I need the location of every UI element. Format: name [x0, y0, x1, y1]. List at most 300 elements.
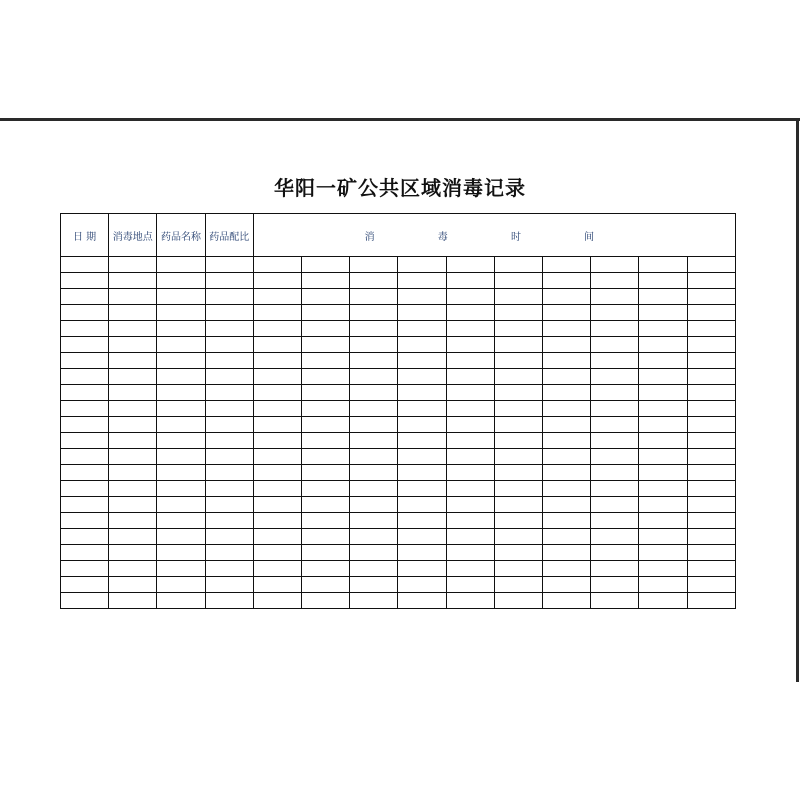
- table-cell[interactable]: [302, 513, 350, 529]
- table-cell[interactable]: [687, 449, 735, 465]
- table-cell[interactable]: [446, 481, 494, 497]
- table-cell[interactable]: [253, 273, 301, 289]
- table-cell[interactable]: [350, 257, 398, 273]
- table-cell[interactable]: [398, 577, 446, 593]
- table-cell[interactable]: [591, 337, 639, 353]
- table-cell[interactable]: [398, 497, 446, 513]
- table-cell[interactable]: [253, 337, 301, 353]
- table-cell[interactable]: [205, 321, 253, 337]
- table-cell[interactable]: [109, 497, 157, 513]
- table-cell[interactable]: [543, 577, 591, 593]
- table-cell[interactable]: [543, 513, 591, 529]
- table-cell[interactable]: [494, 529, 542, 545]
- table-cell[interactable]: [302, 529, 350, 545]
- table-cell[interactable]: [687, 337, 735, 353]
- table-cell[interactable]: [205, 257, 253, 273]
- table-cell[interactable]: [157, 369, 205, 385]
- table-cell[interactable]: [639, 321, 687, 337]
- table-cell[interactable]: [253, 305, 301, 321]
- table-cell[interactable]: [109, 513, 157, 529]
- table-cell[interactable]: [302, 289, 350, 305]
- table-cell[interactable]: [398, 433, 446, 449]
- table-cell[interactable]: [157, 449, 205, 465]
- table-cell[interactable]: [205, 513, 253, 529]
- table-cell[interactable]: [543, 497, 591, 513]
- table-cell[interactable]: [639, 273, 687, 289]
- table-cell[interactable]: [61, 433, 109, 449]
- table-cell[interactable]: [591, 593, 639, 609]
- table-cell[interactable]: [109, 369, 157, 385]
- table-cell[interactable]: [446, 273, 494, 289]
- table-cell[interactable]: [687, 289, 735, 305]
- table-cell[interactable]: [591, 273, 639, 289]
- table-cell[interactable]: [350, 337, 398, 353]
- table-cell[interactable]: [302, 561, 350, 577]
- table-cell[interactable]: [687, 385, 735, 401]
- table-cell[interactable]: [639, 385, 687, 401]
- table-cell[interactable]: [205, 353, 253, 369]
- table-cell[interactable]: [591, 561, 639, 577]
- table-cell[interactable]: [591, 401, 639, 417]
- table-cell[interactable]: [109, 257, 157, 273]
- table-cell[interactable]: [543, 465, 591, 481]
- table-cell[interactable]: [205, 401, 253, 417]
- table-cell[interactable]: [109, 577, 157, 593]
- table-cell[interactable]: [253, 545, 301, 561]
- table-cell[interactable]: [639, 257, 687, 273]
- table-cell[interactable]: [109, 273, 157, 289]
- table-cell[interactable]: [157, 561, 205, 577]
- table-cell[interactable]: [109, 545, 157, 561]
- table-cell[interactable]: [157, 401, 205, 417]
- table-cell[interactable]: [205, 593, 253, 609]
- table-cell[interactable]: [398, 289, 446, 305]
- table-cell[interactable]: [253, 433, 301, 449]
- table-cell[interactable]: [350, 449, 398, 465]
- table-cell[interactable]: [253, 577, 301, 593]
- table-cell[interactable]: [494, 577, 542, 593]
- table-cell[interactable]: [639, 561, 687, 577]
- table-cell[interactable]: [157, 593, 205, 609]
- table-cell[interactable]: [398, 353, 446, 369]
- table-cell[interactable]: [253, 449, 301, 465]
- table-cell[interactable]: [591, 529, 639, 545]
- table-cell[interactable]: [687, 401, 735, 417]
- table-cell[interactable]: [494, 433, 542, 449]
- table-cell[interactable]: [350, 545, 398, 561]
- table-cell[interactable]: [494, 337, 542, 353]
- table-cell[interactable]: [302, 353, 350, 369]
- table-cell[interactable]: [494, 289, 542, 305]
- table-cell[interactable]: [61, 273, 109, 289]
- table-cell[interactable]: [687, 257, 735, 273]
- table-cell[interactable]: [494, 481, 542, 497]
- table-cell[interactable]: [687, 561, 735, 577]
- table-cell[interactable]: [543, 305, 591, 321]
- table-cell[interactable]: [398, 273, 446, 289]
- table-cell[interactable]: [639, 513, 687, 529]
- table-cell[interactable]: [205, 561, 253, 577]
- table-cell[interactable]: [543, 369, 591, 385]
- table-cell[interactable]: [61, 529, 109, 545]
- table-cell[interactable]: [205, 481, 253, 497]
- table-cell[interactable]: [446, 497, 494, 513]
- table-cell[interactable]: [302, 417, 350, 433]
- table-cell[interactable]: [109, 305, 157, 321]
- table-cell[interactable]: [543, 529, 591, 545]
- table-cell[interactable]: [639, 593, 687, 609]
- table-cell[interactable]: [398, 401, 446, 417]
- table-cell[interactable]: [350, 305, 398, 321]
- table-cell[interactable]: [302, 497, 350, 513]
- table-cell[interactable]: [157, 305, 205, 321]
- table-cell[interactable]: [302, 465, 350, 481]
- table-cell[interactable]: [302, 401, 350, 417]
- table-cell[interactable]: [61, 257, 109, 273]
- table-cell[interactable]: [350, 529, 398, 545]
- table-cell[interactable]: [543, 273, 591, 289]
- table-cell[interactable]: [494, 273, 542, 289]
- table-cell[interactable]: [494, 353, 542, 369]
- table-cell[interactable]: [398, 481, 446, 497]
- table-cell[interactable]: [639, 305, 687, 321]
- table-cell[interactable]: [109, 385, 157, 401]
- table-cell[interactable]: [350, 273, 398, 289]
- table-cell[interactable]: [350, 353, 398, 369]
- table-cell[interactable]: [687, 433, 735, 449]
- table-cell[interactable]: [61, 481, 109, 497]
- table-cell[interactable]: [157, 257, 205, 273]
- table-cell[interactable]: [61, 497, 109, 513]
- table-cell[interactable]: [687, 305, 735, 321]
- table-cell[interactable]: [253, 369, 301, 385]
- table-cell[interactable]: [446, 305, 494, 321]
- table-cell[interactable]: [205, 497, 253, 513]
- table-cell[interactable]: [157, 321, 205, 337]
- table-cell[interactable]: [494, 545, 542, 561]
- table-cell[interactable]: [61, 449, 109, 465]
- table-cell[interactable]: [543, 401, 591, 417]
- table-cell[interactable]: [253, 593, 301, 609]
- table-cell[interactable]: [302, 273, 350, 289]
- table-cell[interactable]: [446, 369, 494, 385]
- table-cell[interactable]: [639, 577, 687, 593]
- table-cell[interactable]: [446, 513, 494, 529]
- table-cell[interactable]: [157, 337, 205, 353]
- table-cell[interactable]: [591, 321, 639, 337]
- table-cell[interactable]: [205, 417, 253, 433]
- table-cell[interactable]: [253, 561, 301, 577]
- table-cell[interactable]: [253, 257, 301, 273]
- table-cell[interactable]: [205, 529, 253, 545]
- table-cell[interactable]: [687, 545, 735, 561]
- table-cell[interactable]: [157, 513, 205, 529]
- table-cell[interactable]: [687, 593, 735, 609]
- table-cell[interactable]: [446, 321, 494, 337]
- table-cell[interactable]: [494, 417, 542, 433]
- table-cell[interactable]: [253, 321, 301, 337]
- table-cell[interactable]: [61, 337, 109, 353]
- table-cell[interactable]: [61, 417, 109, 433]
- table-cell[interactable]: [61, 465, 109, 481]
- table-cell[interactable]: [398, 449, 446, 465]
- table-cell[interactable]: [639, 481, 687, 497]
- table-cell[interactable]: [446, 401, 494, 417]
- table-cell[interactable]: [205, 545, 253, 561]
- table-cell[interactable]: [543, 289, 591, 305]
- table-cell[interactable]: [687, 369, 735, 385]
- table-cell[interactable]: [157, 353, 205, 369]
- table-cell[interactable]: [61, 289, 109, 305]
- table-cell[interactable]: [543, 449, 591, 465]
- table-cell[interactable]: [350, 577, 398, 593]
- table-cell[interactable]: [543, 561, 591, 577]
- table-cell[interactable]: [157, 545, 205, 561]
- table-cell[interactable]: [398, 529, 446, 545]
- table-cell[interactable]: [61, 369, 109, 385]
- table-cell[interactable]: [157, 385, 205, 401]
- table-cell[interactable]: [205, 433, 253, 449]
- table-cell[interactable]: [61, 401, 109, 417]
- table-cell[interactable]: [205, 273, 253, 289]
- table-cell[interactable]: [446, 593, 494, 609]
- table-cell[interactable]: [398, 513, 446, 529]
- table-cell[interactable]: [398, 385, 446, 401]
- table-cell[interactable]: [302, 369, 350, 385]
- table-cell[interactable]: [61, 353, 109, 369]
- table-cell[interactable]: [494, 561, 542, 577]
- table-cell[interactable]: [398, 417, 446, 433]
- table-cell[interactable]: [205, 577, 253, 593]
- table-cell[interactable]: [157, 289, 205, 305]
- table-cell[interactable]: [446, 561, 494, 577]
- table-cell[interactable]: [109, 401, 157, 417]
- table-cell[interactable]: [591, 369, 639, 385]
- table-cell[interactable]: [543, 593, 591, 609]
- table-cell[interactable]: [687, 321, 735, 337]
- table-cell[interactable]: [253, 465, 301, 481]
- table-cell[interactable]: [494, 385, 542, 401]
- table-cell[interactable]: [639, 401, 687, 417]
- table-cell[interactable]: [350, 401, 398, 417]
- table-cell[interactable]: [302, 481, 350, 497]
- table-cell[interactable]: [109, 561, 157, 577]
- table-cell[interactable]: [205, 289, 253, 305]
- table-cell[interactable]: [494, 321, 542, 337]
- table-cell[interactable]: [591, 417, 639, 433]
- table-cell[interactable]: [61, 545, 109, 561]
- table-cell[interactable]: [61, 577, 109, 593]
- table-cell[interactable]: [398, 369, 446, 385]
- table-cell[interactable]: [494, 369, 542, 385]
- table-cell[interactable]: [591, 289, 639, 305]
- table-cell[interactable]: [61, 513, 109, 529]
- table-cell[interactable]: [639, 545, 687, 561]
- table-cell[interactable]: [591, 465, 639, 481]
- table-cell[interactable]: [302, 385, 350, 401]
- table-cell[interactable]: [543, 545, 591, 561]
- table-cell[interactable]: [109, 289, 157, 305]
- table-cell[interactable]: [61, 305, 109, 321]
- table-cell[interactable]: [446, 433, 494, 449]
- table-cell[interactable]: [494, 465, 542, 481]
- table-cell[interactable]: [109, 417, 157, 433]
- table-cell[interactable]: [302, 305, 350, 321]
- table-cell[interactable]: [253, 385, 301, 401]
- table-cell[interactable]: [639, 529, 687, 545]
- table-cell[interactable]: [591, 385, 639, 401]
- table-cell[interactable]: [446, 337, 494, 353]
- table-cell[interactable]: [350, 465, 398, 481]
- table-cell[interactable]: [687, 481, 735, 497]
- table-cell[interactable]: [302, 577, 350, 593]
- table-cell[interactable]: [157, 497, 205, 513]
- table-cell[interactable]: [109, 529, 157, 545]
- table-cell[interactable]: [109, 353, 157, 369]
- table-cell[interactable]: [639, 465, 687, 481]
- table-cell[interactable]: [109, 337, 157, 353]
- table-cell[interactable]: [350, 561, 398, 577]
- table-cell[interactable]: [302, 321, 350, 337]
- table-cell[interactable]: [61, 321, 109, 337]
- table-cell[interactable]: [591, 353, 639, 369]
- table-cell[interactable]: [302, 593, 350, 609]
- table-cell[interactable]: [350, 321, 398, 337]
- table-cell[interactable]: [687, 465, 735, 481]
- table-cell[interactable]: [494, 305, 542, 321]
- table-cell[interactable]: [591, 481, 639, 497]
- table-cell[interactable]: [205, 385, 253, 401]
- table-cell[interactable]: [543, 337, 591, 353]
- table-cell[interactable]: [639, 433, 687, 449]
- table-cell[interactable]: [687, 417, 735, 433]
- table-cell[interactable]: [157, 273, 205, 289]
- table-cell[interactable]: [591, 513, 639, 529]
- table-cell[interactable]: [157, 577, 205, 593]
- table-cell[interactable]: [253, 497, 301, 513]
- table-cell[interactable]: [398, 321, 446, 337]
- table-cell[interactable]: [61, 385, 109, 401]
- table-cell[interactable]: [398, 561, 446, 577]
- table-cell[interactable]: [494, 593, 542, 609]
- table-cell[interactable]: [494, 401, 542, 417]
- table-cell[interactable]: [253, 353, 301, 369]
- table-cell[interactable]: [109, 481, 157, 497]
- table-cell[interactable]: [302, 257, 350, 273]
- table-cell[interactable]: [109, 593, 157, 609]
- table-cell[interactable]: [639, 417, 687, 433]
- table-cell[interactable]: [543, 433, 591, 449]
- table-cell[interactable]: [446, 529, 494, 545]
- table-cell[interactable]: [543, 353, 591, 369]
- table-cell[interactable]: [61, 561, 109, 577]
- table-cell[interactable]: [639, 289, 687, 305]
- table-cell[interactable]: [639, 369, 687, 385]
- table-cell[interactable]: [109, 433, 157, 449]
- table-cell[interactable]: [253, 529, 301, 545]
- table-cell[interactable]: [157, 481, 205, 497]
- table-cell[interactable]: [687, 577, 735, 593]
- table-cell[interactable]: [446, 577, 494, 593]
- table-cell[interactable]: [543, 385, 591, 401]
- table-cell[interactable]: [687, 529, 735, 545]
- table-cell[interactable]: [591, 305, 639, 321]
- table-cell[interactable]: [446, 289, 494, 305]
- table-cell[interactable]: [591, 257, 639, 273]
- table-cell[interactable]: [446, 545, 494, 561]
- table-cell[interactable]: [350, 417, 398, 433]
- table-cell[interactable]: [494, 257, 542, 273]
- table-cell[interactable]: [205, 369, 253, 385]
- table-cell[interactable]: [61, 593, 109, 609]
- table-cell[interactable]: [157, 417, 205, 433]
- table-cell[interactable]: [543, 417, 591, 433]
- table-cell[interactable]: [302, 337, 350, 353]
- table-cell[interactable]: [543, 481, 591, 497]
- table-cell[interactable]: [687, 513, 735, 529]
- table-cell[interactable]: [687, 353, 735, 369]
- table-cell[interactable]: [157, 433, 205, 449]
- table-cell[interactable]: [350, 385, 398, 401]
- table-cell[interactable]: [398, 337, 446, 353]
- table-cell[interactable]: [398, 545, 446, 561]
- table-cell[interactable]: [494, 449, 542, 465]
- table-cell[interactable]: [109, 449, 157, 465]
- table-cell[interactable]: [157, 529, 205, 545]
- table-cell[interactable]: [302, 449, 350, 465]
- table-cell[interactable]: [446, 257, 494, 273]
- table-cell[interactable]: [639, 337, 687, 353]
- table-cell[interactable]: [350, 593, 398, 609]
- table-cell[interactable]: [591, 545, 639, 561]
- table-cell[interactable]: [205, 305, 253, 321]
- table-cell[interactable]: [639, 449, 687, 465]
- table-cell[interactable]: [591, 577, 639, 593]
- table-cell[interactable]: [109, 321, 157, 337]
- table-cell[interactable]: [446, 417, 494, 433]
- table-cell[interactable]: [543, 257, 591, 273]
- table-cell[interactable]: [398, 593, 446, 609]
- table-cell[interactable]: [253, 417, 301, 433]
- table-cell[interactable]: [302, 433, 350, 449]
- table-cell[interactable]: [205, 337, 253, 353]
- table-cell[interactable]: [350, 497, 398, 513]
- table-cell[interactable]: [253, 289, 301, 305]
- table-cell[interactable]: [398, 465, 446, 481]
- table-cell[interactable]: [398, 257, 446, 273]
- table-cell[interactable]: [350, 289, 398, 305]
- table-cell[interactable]: [591, 449, 639, 465]
- table-cell[interactable]: [398, 305, 446, 321]
- table-cell[interactable]: [157, 465, 205, 481]
- table-cell[interactable]: [446, 465, 494, 481]
- table-cell[interactable]: [494, 513, 542, 529]
- table-cell[interactable]: [350, 481, 398, 497]
- table-cell[interactable]: [205, 449, 253, 465]
- table-cell[interactable]: [253, 513, 301, 529]
- table-cell[interactable]: [350, 433, 398, 449]
- table-cell[interactable]: [494, 497, 542, 513]
- table-cell[interactable]: [302, 545, 350, 561]
- table-cell[interactable]: [446, 353, 494, 369]
- table-cell[interactable]: [591, 433, 639, 449]
- table-cell[interactable]: [446, 385, 494, 401]
- table-cell[interactable]: [109, 465, 157, 481]
- table-cell[interactable]: [446, 449, 494, 465]
- table-cell[interactable]: [253, 481, 301, 497]
- table-cell[interactable]: [350, 513, 398, 529]
- table-cell[interactable]: [639, 353, 687, 369]
